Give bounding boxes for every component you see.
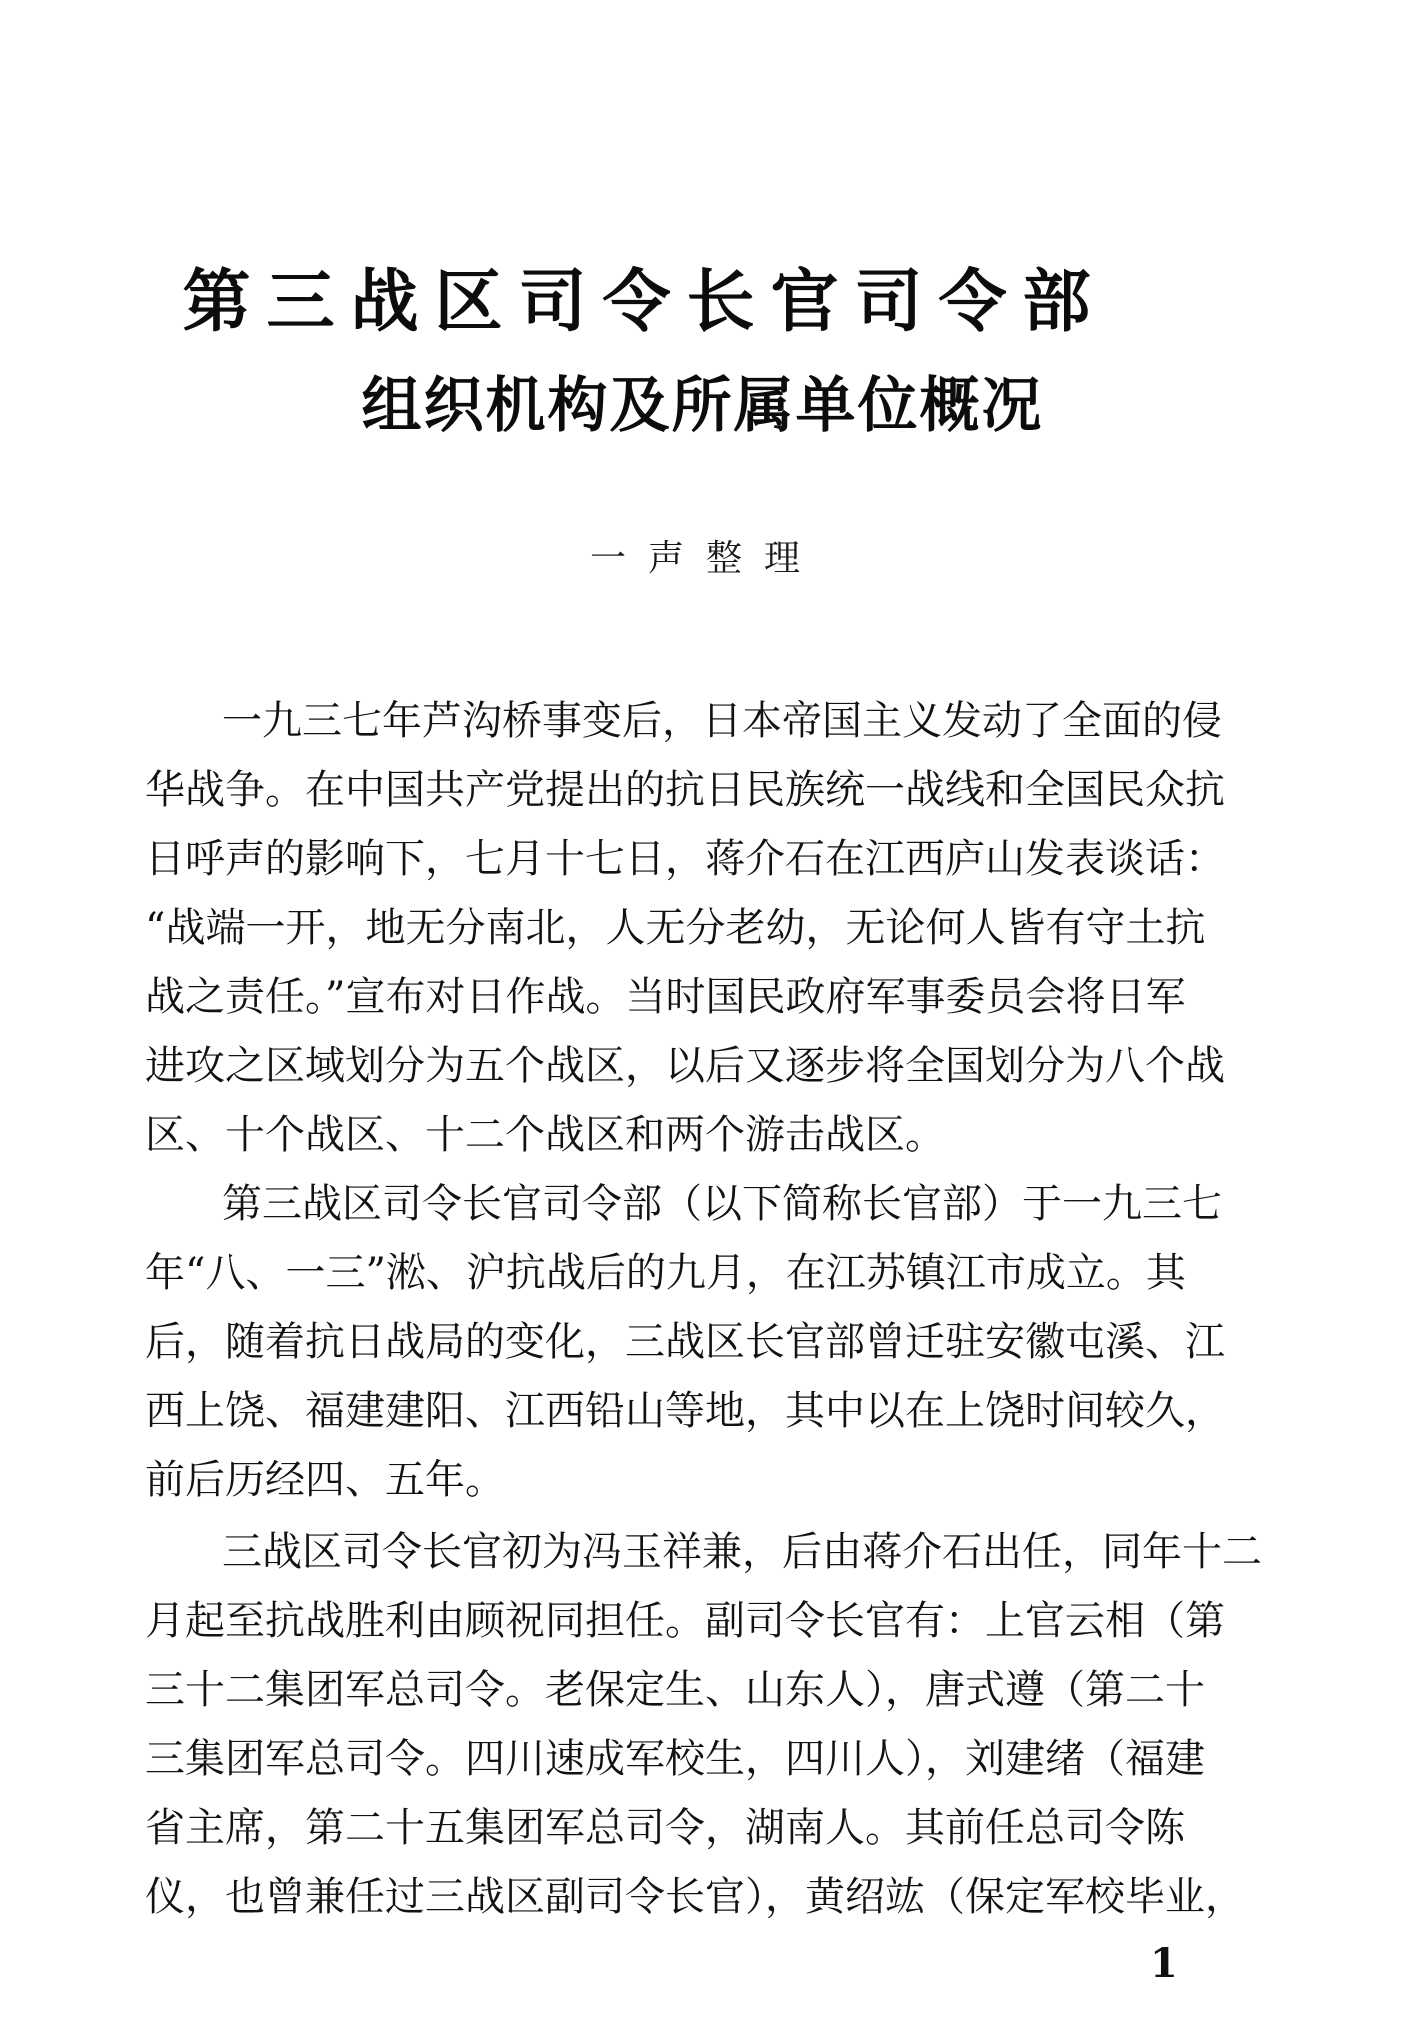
paragraph-1-line-3: 日呼声的影响下，七月十七日，蒋介石在江西庐山发表谈话：: [145, 836, 1225, 882]
paragraph-1-line-1: 一九三七年芦沟桥事变后，日本帝国主义发动了全面的侵: [222, 698, 1222, 744]
paragraph-3-line-1: 三战区司令长官初为冯玉祥兼，后由蒋介石出任，同年十二: [222, 1529, 1262, 1575]
paragraph-3-line-4: 三集团军总司令。四川速成军校生，四川人），刘建绪（福建: [145, 1736, 1205, 1782]
paragraph-2-line-2: 年“八、一三”淞、沪抗战后的九月，在江苏镇江市成立。其: [145, 1250, 1186, 1296]
paragraph-1-line-7: 区、十个战区、十二个战区和两个游击战区。: [145, 1112, 945, 1158]
paragraph-3-line-6: 仪，也曾兼任过三战区副司令长官），黄绍竑（保定军校毕业，: [145, 1874, 1245, 1920]
paragraph-1-line-5: 战之责任。”宣布对日作战。当时国民政府军事委员会将日军: [145, 974, 1186, 1020]
paragraph-1-line-4: “战端一开，地无分南北，人无分老幼，无论何人皆有守土抗: [145, 905, 1206, 951]
paragraph-2-line-3: 后，随着抗日战局的变化，三战区长官部曾迁驻安徽屯溪、江: [145, 1319, 1225, 1365]
paragraph-3-line-2: 月起至抗战胜利由顾祝同担任。副司令长官有：上官云相（第: [145, 1598, 1225, 1644]
title-line-1: 第三战区司令长官司令部: [182, 263, 1107, 342]
page-number: 1: [1150, 1940, 1178, 1987]
paragraph-3-line-3: 三十二集团军总司令。老保定生、山东人），唐式遵（第二十: [145, 1667, 1205, 1713]
paragraph-1-line-2: 华战争。在中国共产党提出的抗日民族统一战线和全国民众抗: [145, 767, 1225, 813]
paragraph-2-line-5: 前后历经四、五年。: [145, 1457, 505, 1503]
paragraph-2-line-1: 第三战区司令长官司令部（以下简称长官部）于一九三七: [222, 1181, 1222, 1227]
author-credit: 一声整理: [590, 538, 823, 579]
paragraph-1-line-6: 进攻之区域划分为五个战区，以后又逐步将全国划分为八个战: [145, 1043, 1225, 1089]
paragraph-2-line-4: 西上饶、福建建阳、江西铅山等地，其中以在上饶时间较久，: [145, 1388, 1225, 1434]
paragraph-3-line-5: 省主席，第二十五集团军总司令，湖南人。其前任总司令陈: [145, 1805, 1185, 1851]
title-line-2: 组织机构及所属单位概况: [361, 371, 1044, 441]
